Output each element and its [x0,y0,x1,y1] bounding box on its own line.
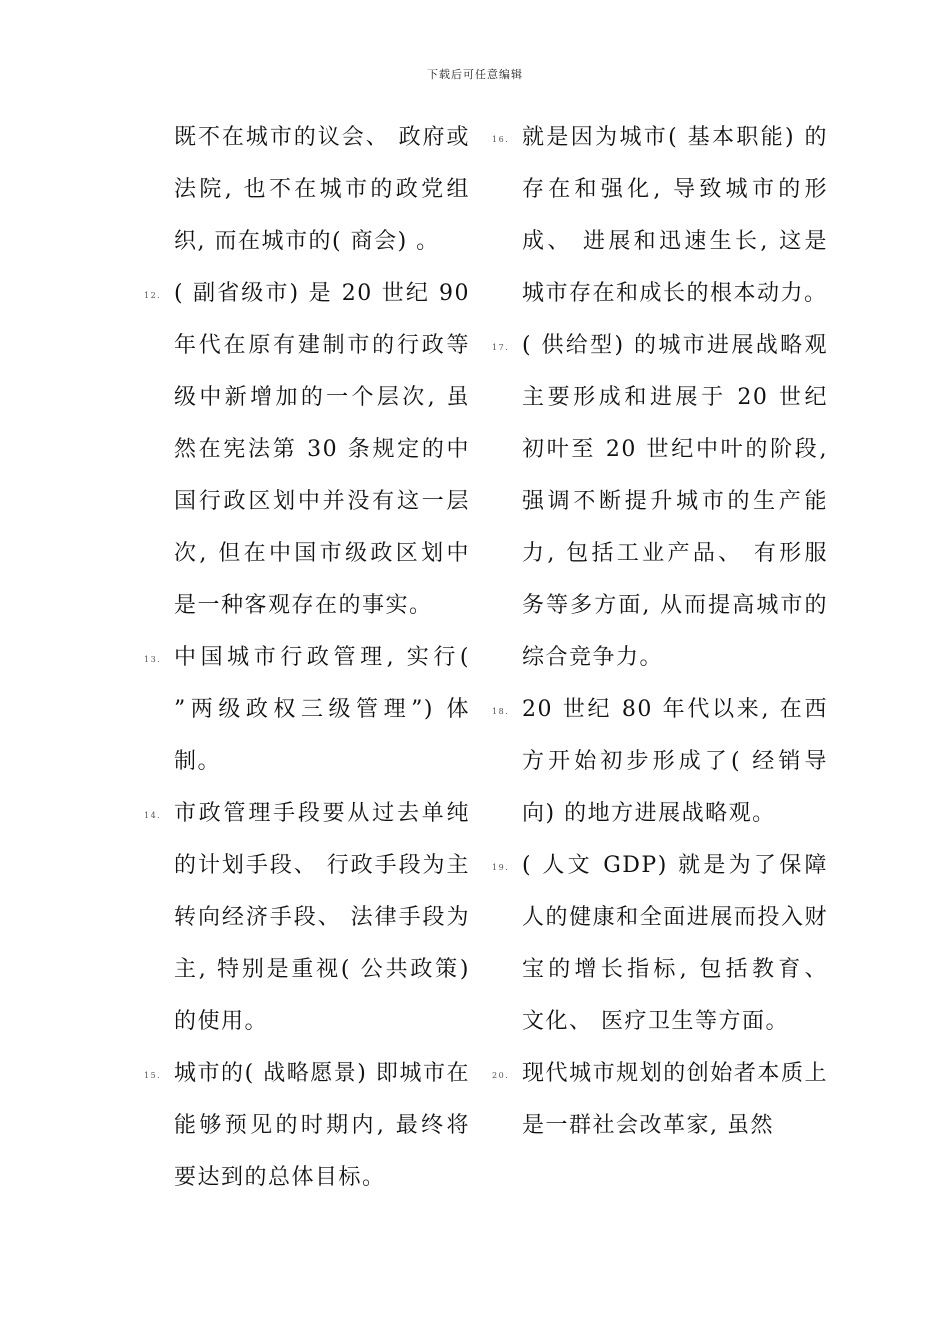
item-number: 20. [492,1071,510,1080]
list-item [130,1048,470,1204]
list-item [478,840,828,1048]
left-column [130,112,470,1204]
list-item [130,112,470,268]
item-number: 12. [144,291,162,300]
item-text: 城市的( 战略愿景) 即城市在能够预见的时期内, 最终将要达到的总体目标。 [174,1061,470,1190]
item-number: 15. [144,1071,162,1080]
right-column [478,112,828,1152]
list-item [130,268,470,632]
item-text: 20 世纪 80 年代以来, 在西方开始初步形成了( 经销导向) 的地方进展战略观。 [522,697,828,826]
list-item [478,320,828,684]
item-number: 18. [492,707,510,716]
item-text: 市政管理手段要从过去单纯的计划手段、 行政手段为主转向经济手段、 法律手段为主, 特别是重视( 公共政策) 的使用。 [174,801,470,1034]
list-item [130,788,470,1048]
item-number: 16. [492,135,510,144]
item-text: 既不在城市的议会、 政府或法院, 也不在城市的政党组织, 而在城市的( 商会) 。 [174,125,470,254]
item-number: 13. [144,655,162,664]
item-text: 现代城市规划的创始者本质上是一群社会改革家, 虽然 [522,1061,828,1138]
list-item [478,1048,828,1152]
item-text: 中国城市行政管理, 实行( ”两级政权三级管理”) 体制。 [174,645,470,774]
list-item [478,112,828,320]
list-item [130,632,470,788]
item-number: 14. [144,811,162,820]
item-number: 19. [492,863,510,872]
list-item [478,684,828,840]
item-number: 17. [492,343,510,352]
item-text: ( 人文 GDP) 就是为了保障人的健康和全面进展而投入财宝的增长指标, 包括教育、 文化、 医疗卫生等方面。 [522,853,828,1034]
item-text: 就是因为城市( 基本职能) 的存在和强化, 导致城市的形成、 进展和迅速生长, 这是城市存在和成长的根本动力。 [522,125,828,306]
page-header: 下载后可任意编辑 [427,68,523,81]
item-text: ( 副省级市) 是 20 世纪 90 年代在原有建制市的行政等级中新增加的一个层次, 虽然在宪法第 30 条规定的中国行政区划中并没有这一层次, 但在中国市级政区划中是一种客观存在的事实。 [174,281,470,618]
item-text: ( 供给型) 的城市进展战略观主要形成和进展于 20 世纪初叶至 20 世纪中叶的阶段, 强调不断提升城市的生产能力, 包括工业产品、 有形服务等多方面, 从而提高城市的综合竞争力。 [522,333,828,670]
